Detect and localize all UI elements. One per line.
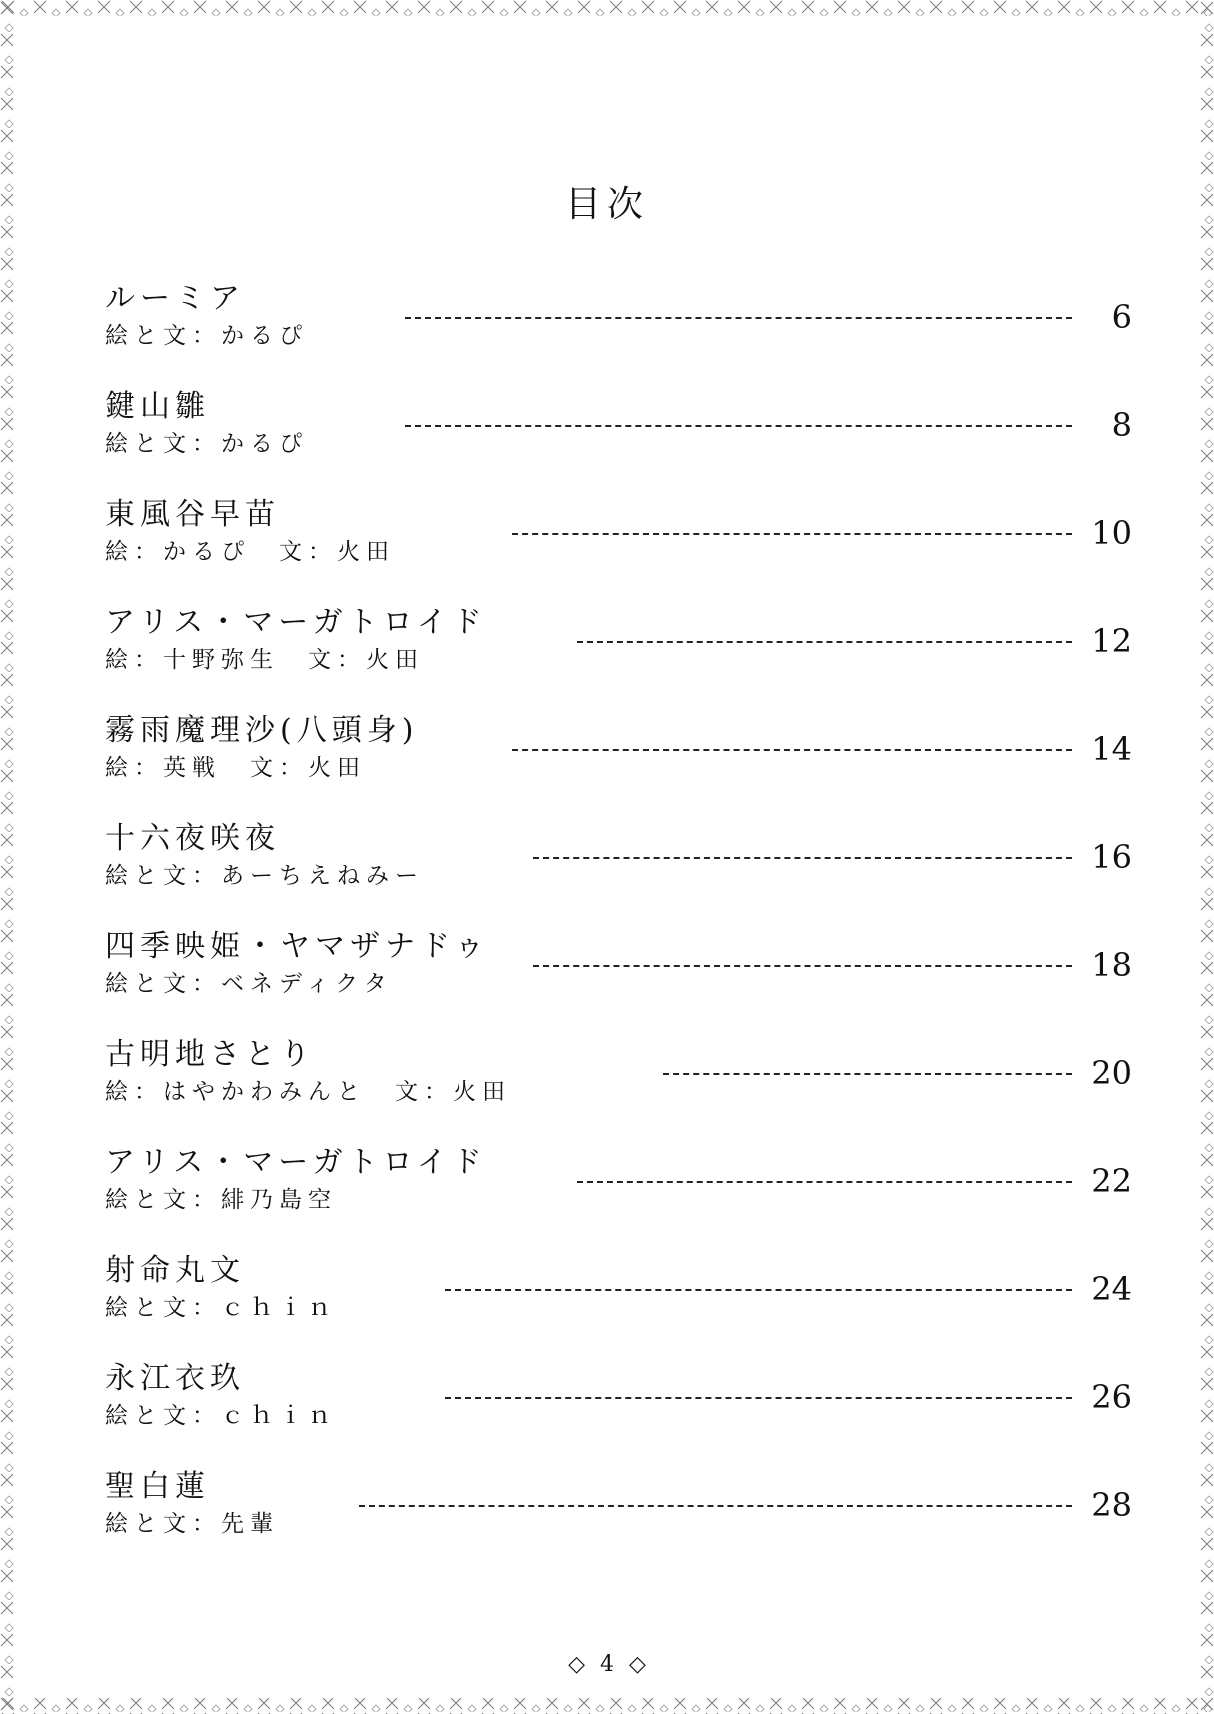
diamond-ornament-left: ◇: [568, 1652, 585, 1677]
page-footer: [0, 1652, 1214, 1677]
toc-entry: [105, 821, 1214, 911]
toc-entry: [105, 389, 1214, 479]
dotted-leader: [533, 965, 1072, 967]
dotted-leader: [359, 1505, 1072, 1507]
toc-entry: [105, 713, 1214, 803]
entry-title: 射命丸文: [105, 1253, 245, 1288]
entry-credit: 絵と文：かるぴ: [105, 323, 308, 349]
page-number: 4: [600, 1652, 614, 1677]
toc-entry: [105, 1037, 1214, 1127]
entry-credit: 絵：かるぴ 文：火田: [105, 539, 395, 565]
entry-page-number: 26: [1091, 1378, 1132, 1416]
entry-credit: 絵と文：あーちえねみー: [105, 863, 424, 889]
dotted-leader: [577, 1181, 1072, 1183]
entry-title: 十六夜咲夜: [105, 821, 280, 856]
toc-entry: [105, 281, 1214, 371]
entry-page-number: 18: [1091, 946, 1132, 984]
dotted-leader: [533, 857, 1072, 859]
entry-page-number: 28: [1091, 1486, 1132, 1524]
entry-title: 東風谷早苗: [105, 497, 280, 532]
toc-entry: [105, 1253, 1214, 1343]
toc-entry: [105, 497, 1214, 587]
dotted-leader: [445, 1289, 1072, 1291]
entry-page-number: 12: [1091, 622, 1132, 660]
entry-title: 古明地さとり: [105, 1037, 315, 1072]
entry-title: 霧雨魔理沙(八頭身): [105, 713, 419, 748]
diamond-ornament-right: ◇: [629, 1652, 646, 1677]
entry-title: ルーミア: [105, 281, 245, 316]
dotted-leader: [405, 425, 1072, 427]
entry-credit: 絵：十野弥生 文：火田: [105, 647, 424, 673]
dotted-leader: [405, 317, 1072, 319]
entry-credit: 絵と文：ｃｈｉｎ: [105, 1295, 337, 1321]
entry-credit: 絵と文：ｃｈｉｎ: [105, 1403, 337, 1429]
entry-title: 鍵山雛: [105, 389, 210, 424]
entry-title: 四季映姫・ヤマザナドゥ: [105, 929, 490, 964]
entry-page-number: 22: [1091, 1162, 1132, 1200]
entry-credit: 絵：英戦 文：火田: [105, 755, 366, 781]
entry-page-number: 24: [1091, 1270, 1132, 1308]
entry-credit: 絵と文：先輩: [105, 1511, 279, 1537]
entry-credit: 絵と文：かるぴ: [105, 431, 308, 457]
entry-title: アリス・マーガトロイド: [105, 605, 487, 640]
dotted-leader: [663, 1073, 1072, 1075]
entry-page-number: 8: [1111, 406, 1132, 444]
toc-entry: [105, 1361, 1214, 1451]
entry-credit: 絵：はやかわみんと 文：火田: [105, 1079, 511, 1105]
entry-page-number: 14: [1091, 730, 1132, 768]
toc-entry: [105, 1145, 1214, 1235]
entry-page-number: 10: [1091, 514, 1132, 552]
entry-credit: 絵と文：緋乃島空: [105, 1187, 337, 1213]
dotted-leader: [512, 533, 1072, 535]
entry-page-number: 6: [1111, 298, 1132, 336]
entry-title: 聖白蓮: [105, 1469, 210, 1504]
entry-title: 永江衣玖: [105, 1361, 245, 1396]
toc-entry: [105, 1469, 1214, 1559]
dotted-leader: [445, 1397, 1072, 1399]
toc-entry: [105, 605, 1214, 695]
entry-page-number: 16: [1091, 838, 1132, 876]
entry-title: アリス・マーガトロイド: [105, 1145, 487, 1180]
toc-entry: [105, 929, 1214, 1019]
dotted-leader: [512, 749, 1072, 751]
dotted-leader: [577, 641, 1072, 643]
entry-page-number: 20: [1091, 1054, 1132, 1092]
page-title: 目次: [564, 184, 649, 225]
entry-credit: 絵と文：ベネディクタ: [105, 971, 393, 997]
